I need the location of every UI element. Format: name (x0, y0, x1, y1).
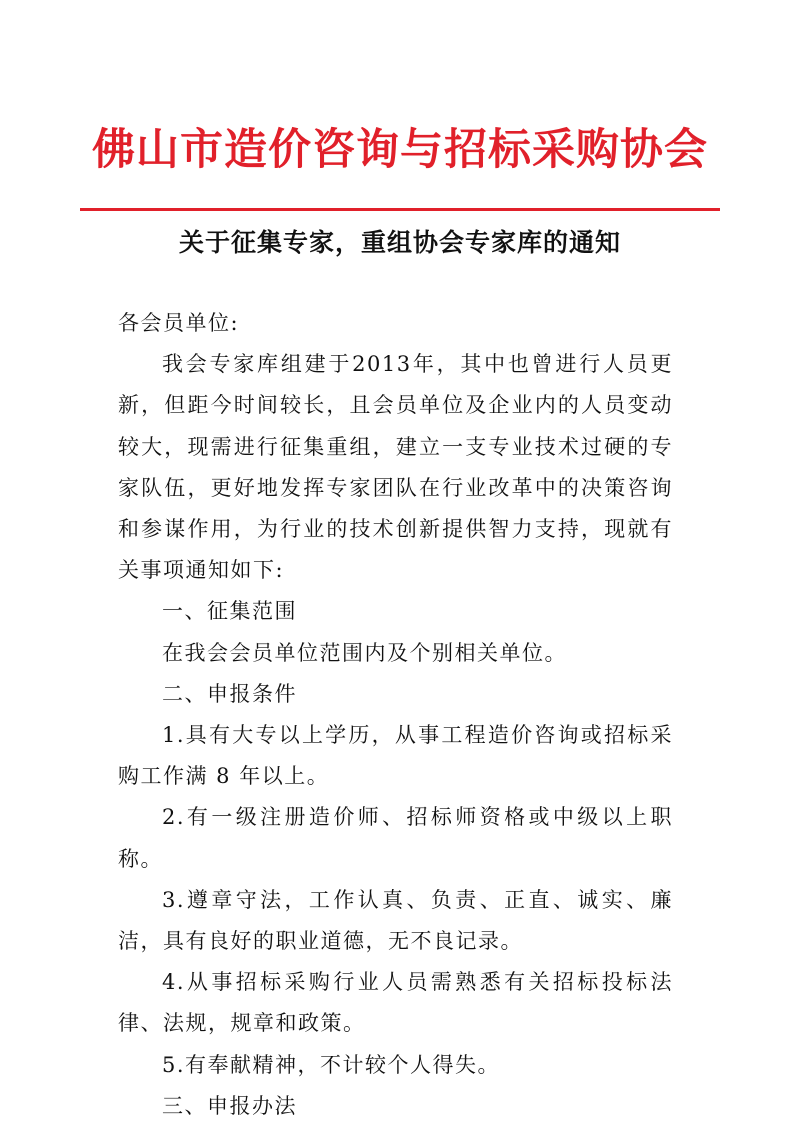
section-heading-conditions: 二、申报条件 (162, 681, 297, 706)
condition-item-5: 5.有奉献精神，不计较个人得失。 (162, 1052, 501, 1077)
scope-paragraph: 在我会会员单位范围内及个别相关单位。 (162, 640, 567, 665)
document-title: 关于征集专家，重组协会专家库的通知 (178, 228, 621, 257)
condition-item-3: 3.遵章守法，工作认真、负责、正直、诚实、廉洁，具有良好的职业道德，无不良记录。 (118, 887, 673, 954)
condition-item-2: 2.有一级注册造价师、招标师资格或中级以上职称。 (118, 805, 673, 871)
condition-item-4: 4.从事招标采购行业人员需熟悉有关招标投标法律、法规，规章和政策。 (118, 970, 673, 1036)
organization-letterhead: 佛山市造价咨询与招标采购协会 (92, 125, 708, 175)
intro-paragraph: 我会专家库组建于2013年，其中也曾进行人员更新，但距今时间较长，且会员单位及企业内的人员变动较大，现需进行征集重组，建立一支专业技术过硬的专家队伍，更好地发挥专家团队在行业改革中的决策咨询和参谋作用，为行业的技术创新提供智力支持，现就有关事项通知如下: (118, 352, 673, 583)
salutation: 各会员单位: (118, 311, 240, 335)
letterhead-divider (80, 208, 720, 211)
section-heading-scope: 一、征集范围 (162, 599, 297, 624)
condition-item-1: 1.具有大专以上学历，从事工程造价咨询或招标采购工作满 8 年以上。 (118, 723, 673, 789)
document-body (118, 303, 673, 1127)
section-heading-method: 三、申报办法 (162, 1093, 297, 1118)
